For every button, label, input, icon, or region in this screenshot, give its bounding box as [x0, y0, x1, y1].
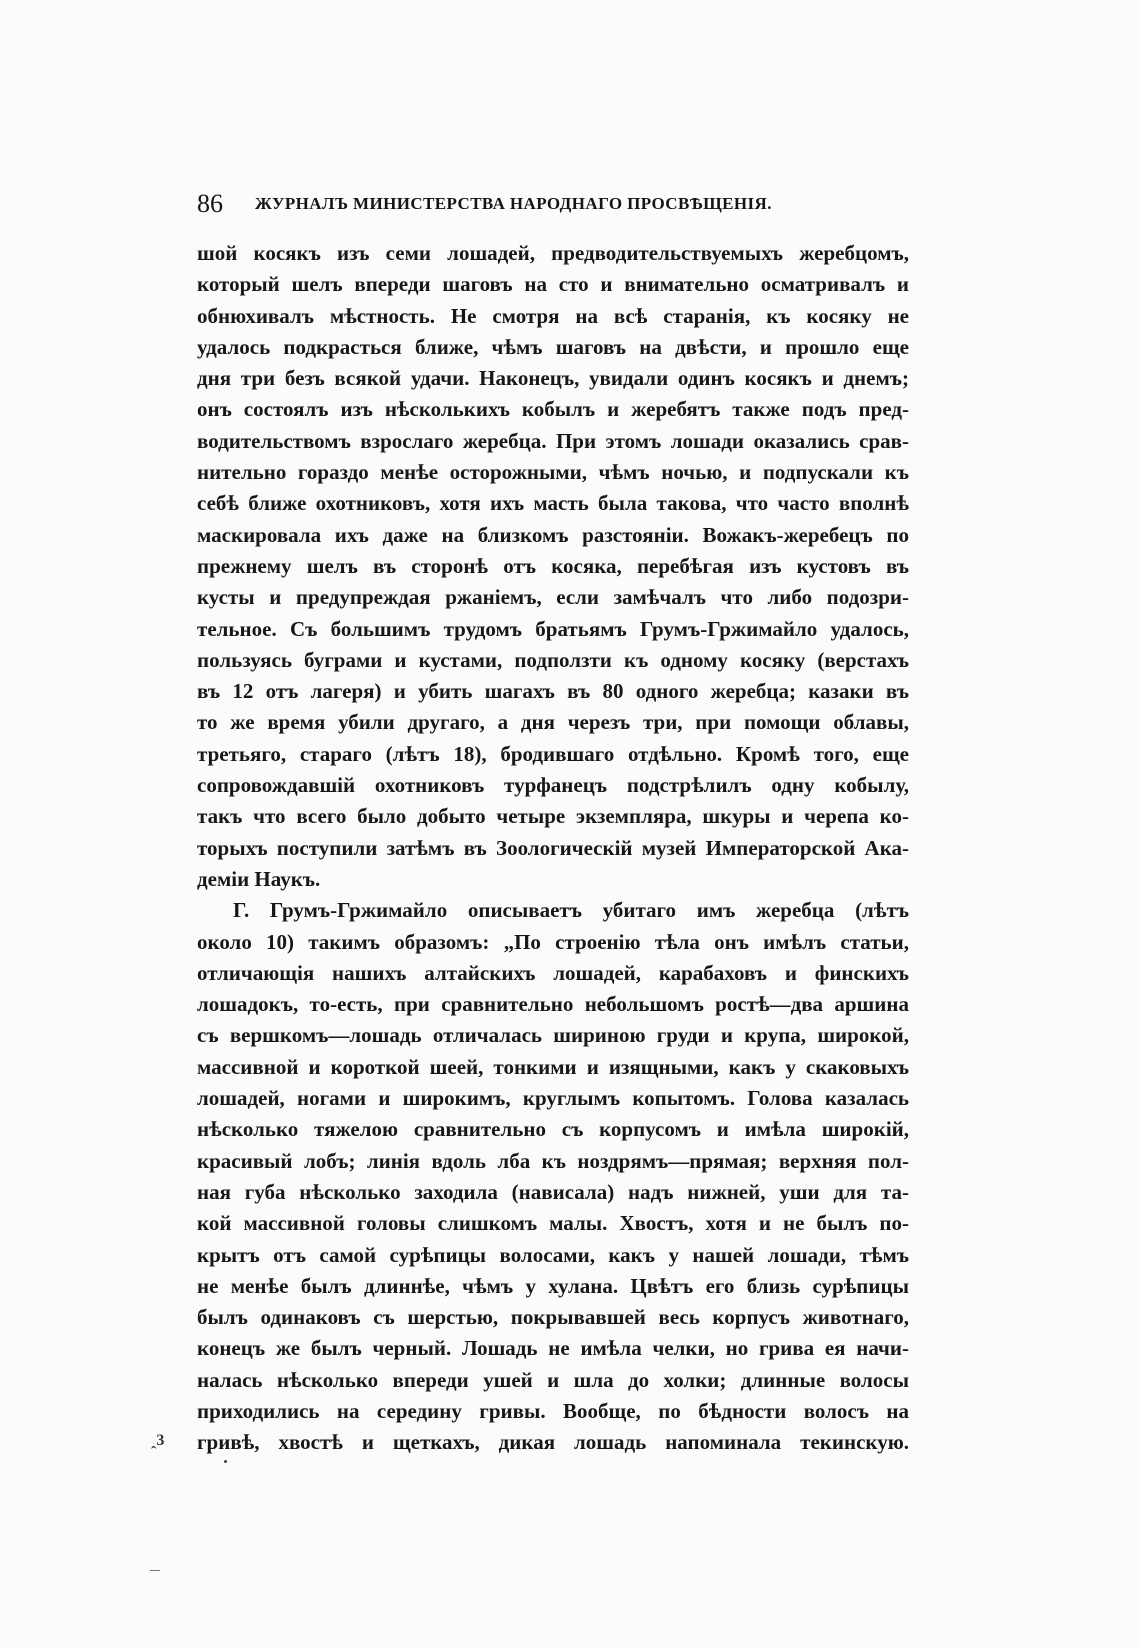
text-line: конецъ же былъ черный. Лошадь не имѣла челки, но грива ея начи- — [197, 1336, 909, 1361]
text-line: тельное. Съ большимъ трудомъ братьямъ Грумъ-Гржимайло удалось, — [197, 616, 909, 641]
text-line: былъ одинаковъ съ шерстью, покрывавшей весь корпусъ животнаго, — [197, 1305, 909, 1330]
page-header — [197, 189, 909, 229]
text-line: отличающія нашихъ алтайскихъ лошадей, карабаховъ и финскихъ — [197, 960, 909, 985]
text-line: нительно гораздо менѣе осторожными, чѣмъ ночью, и подпускали къ — [197, 460, 909, 485]
text-line: водительствомъ взрослаго жеребца. При этомъ лошади оказались срав- — [197, 428, 909, 453]
text-line: пользуясь буграми и кустами, подползти къ одному косяку (верстахъ — [197, 647, 909, 672]
text-line: который шелъ впереди шаговъ на сто и внимательно осматривалъ и — [197, 272, 909, 297]
text-line: приходились на середину гривы. Вообще, по бѣдности волосъ на — [197, 1398, 909, 1423]
text-line: такъ что всего было добыто четыре экземпляра, шкуры и черепа ко- — [197, 804, 909, 829]
text-line: маскировала ихъ даже на близкомъ разстояніи. Вожакъ-жеребецъ по — [197, 522, 909, 547]
text-line: около 10) такимъ образомъ: „По строенію тѣла онъ имѣлъ статьи, — [197, 929, 909, 954]
text-line: себѣ ближе охотниковъ, хотя ихъ масть была такова, что часто вполнѣ — [197, 491, 909, 516]
text-line: онъ состоялъ изъ нѣсколькихъ кобылъ и жеребятъ также подъ пред- — [197, 397, 909, 422]
ink-speck — [224, 1460, 227, 1463]
text-line: лошадокъ, то-есть, при сравнительно небольшомъ ростѣ—два аршина — [197, 992, 909, 1017]
text-line: кой массивной головы слишкомъ малы. Хвостъ, хотя и не былъ по- — [197, 1211, 909, 1236]
text-line: шой косякъ изъ семи лошадей, предводительствуемыхъ жеребцомъ, — [197, 241, 909, 265]
text-line: торыхъ поступили затѣмъ въ Зоологическій музей Императорской Ака- — [197, 835, 909, 860]
text-line: то же время убили другаго, а дня черезъ три, при помощи облавы, — [197, 710, 909, 735]
text-line: обнюхивалъ мѣстность. Не смотря на всѣ старанія, къ косяку не — [197, 303, 909, 328]
text-line: прежнему шелъ въ сторонѣ отъ косяка, перебѣгая изъ кустовъ въ — [197, 553, 909, 578]
text-line: Г. Грумъ-Гржимайло описываетъ убитаго имъ жеребца (лѣтъ — [233, 898, 909, 923]
text-line: массивной и короткой шеей, тонкими и изящными, какъ у скаковыхъ — [197, 1054, 909, 1079]
text-line: третьяго, стараго (лѣтъ 18), бродившаго отдѣльно. Кромѣ того, еще — [197, 741, 909, 766]
text-line: сопровождавшій охотниковъ турфанецъ подстрѣлилъ одну кобылу, — [197, 773, 909, 798]
running-title: ЖУРНАЛЪ МИНИСТЕРСТВА НАРОДНАГО ПРОСВѢЩЕНІЯ. — [255, 194, 772, 213]
text-line: въ 12 отъ лагеря) и убить шагахъ въ 80 одного жеребца; казаки въ — [197, 679, 909, 704]
paragraph-2 — [197, 895, 909, 1458]
text-line: кусты и предупреждая ржаніемъ, если замѣчалъ что либо подозри- — [197, 585, 909, 610]
paragraph-1 — [197, 238, 909, 895]
text-line: съ вершкомъ—лошадь отличалась шириною груди и крупа, широкой, — [197, 1023, 909, 1048]
text-line: лошадей, ногами и широкимъ, круглымъ копытомъ. Голова казалась — [197, 1086, 909, 1111]
margin-mark: ꞈ3 — [151, 1432, 165, 1449]
text-line: нѣсколько тяжелою сравнительно съ корпусомъ и имѣла широкій, — [197, 1117, 909, 1142]
text-line: не менѣе былъ длиннѣе, чѣмъ у хулана. Цвѣтъ его близь сурѣпицы — [197, 1273, 909, 1298]
ink-speck — [150, 1570, 160, 1571]
body-text — [197, 238, 909, 1459]
text-line: деміи Наукъ. — [197, 866, 321, 891]
text-line: гривѣ, хвостѣ и щеткахъ, дикая лошадь напоминала текинскую. — [197, 1430, 909, 1455]
text-line: налась нѣсколько впереди ушей и шла до холки; длинные волосы — [197, 1367, 909, 1392]
text-line: красивый лобъ; линія вдоль лба къ ноздрямъ—прямая; верхняя пол- — [197, 1148, 909, 1173]
text-line: крытъ отъ самой сурѣпицы волосами, какъ у нашей лошади, тѣмъ — [197, 1242, 909, 1267]
text-line: удалось подкрасться ближе, чѣмъ шаговъ на двѣсти, и прошло еще — [197, 334, 909, 359]
text-line: ная губа нѣсколько заходила (нависала) надъ нижней, уши для та- — [197, 1179, 909, 1204]
page-number: 86 — [197, 189, 223, 218]
text-line: дня три безъ всякой удачи. Наконецъ, увидали одинъ косякъ и днемъ; — [197, 366, 909, 391]
